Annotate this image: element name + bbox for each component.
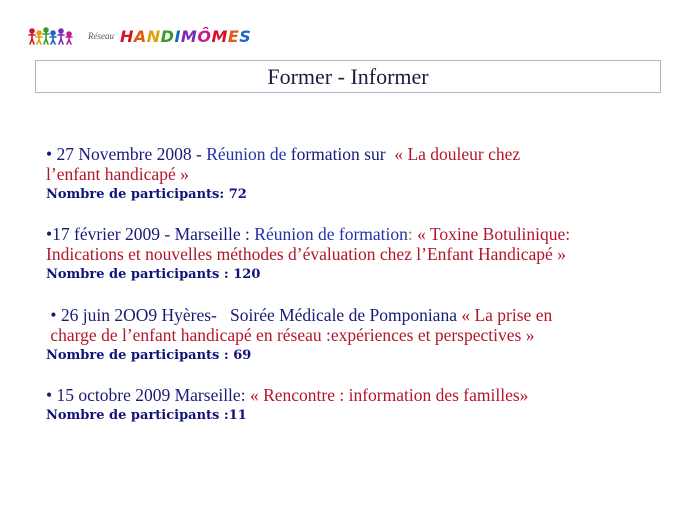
item-topic-cont: Indications et nouvelles méthodes d’évaluation chez l’Enfant Handicapé »: [46, 244, 566, 264]
logo-letter: I: [174, 26, 181, 46]
item-event-type: Réunion de: [206, 144, 287, 164]
item-colon: :: [407, 224, 413, 244]
logo-letter: E: [227, 26, 240, 46]
item-date: • 26 juin 2OO9 Hyères-: [50, 305, 217, 325]
logo-brand-name: [120, 27, 251, 46]
item-topic-cont: charge de l’enfant handicapé en réseau :expériences et perspectives »: [50, 325, 535, 345]
children-figures-icon: [28, 26, 74, 46]
page-title: Former - Informer: [267, 63, 429, 89]
item-topic-cont: l’enfant handicapé »: [46, 164, 189, 184]
participant-count: Nombre de participants :11: [46, 408, 247, 423]
item-date: • 15 octobre 2009 Marseille:: [46, 385, 246, 405]
item-topic: « Rencontre : information des familles»: [249, 385, 529, 405]
item-event-type-2: formation sur: [290, 144, 386, 164]
logo-reseau-label: Réseau: [88, 31, 114, 41]
item-event-type: Réunion de formation: [254, 224, 408, 244]
list-item: [46, 305, 676, 366]
logo-letter: N: [146, 26, 161, 46]
logo-letter: M: [211, 26, 228, 46]
list-item: [46, 224, 676, 285]
participant-count: Nombre de participants : 69: [46, 348, 252, 363]
list-item: [46, 385, 676, 426]
logo-letter: Ô: [197, 26, 212, 46]
item-event-type: Soirée Médicale de Pomponiana: [230, 305, 457, 325]
item-topic: « La prise en: [461, 305, 553, 325]
participant-count: Nombre de participants : 120: [46, 267, 261, 282]
logo-letter: A: [133, 26, 147, 46]
item-topic: « La douleur chez: [394, 144, 521, 164]
item-date: •17 février 2009 - Marseille :: [46, 224, 250, 244]
logo-letter: S: [239, 26, 252, 46]
title-box: [35, 60, 661, 93]
participant-count: Nombre de participants: 72: [46, 187, 247, 202]
logo-letter: D: [160, 26, 175, 46]
item-topic: « Toxine Botulinique:: [417, 224, 571, 244]
list-item: [46, 144, 676, 205]
handimomes-logo: [28, 24, 251, 48]
logo-letter: H: [120, 26, 134, 46]
item-date: • 27 Novembre 2008 -: [46, 144, 202, 164]
logo-letter: M: [180, 26, 198, 46]
